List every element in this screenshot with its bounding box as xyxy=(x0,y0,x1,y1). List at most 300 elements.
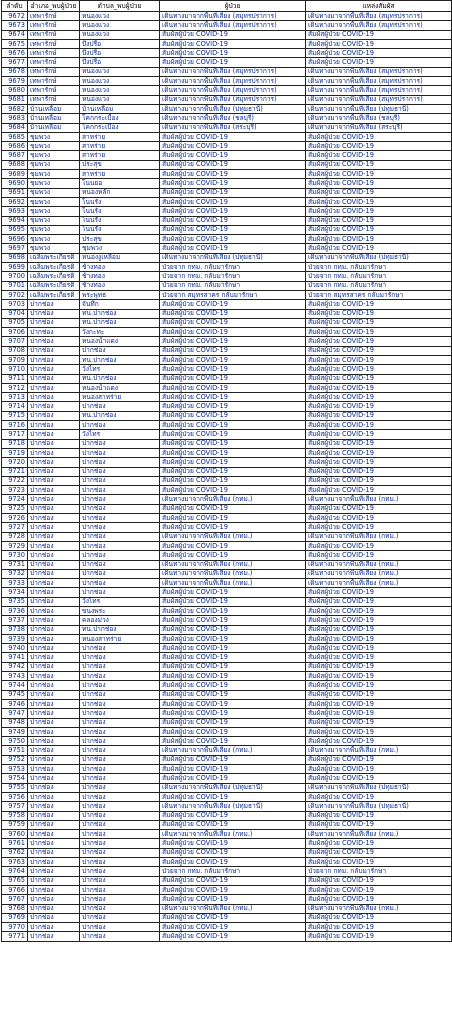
cell-number: 9706 xyxy=(2,328,28,337)
cell-subdistrict: ปากช่อง xyxy=(80,867,160,876)
cell-number: 9691 xyxy=(2,188,28,197)
cell-number: 9735 xyxy=(2,597,28,606)
cell-number: 9697 xyxy=(2,244,28,253)
cell-exposure-source: สัมผัสผู้ป่วย COVID-19 xyxy=(306,913,452,922)
cell-exposure-source: สัมผัสผู้ป่วย COVID-19 xyxy=(306,699,452,708)
cell-patient: เดินทางมาจากพื้นที่เสี่ยง (กทม.) xyxy=(160,830,306,839)
cell-exposure-source: เดินทางมาจากพื้นที่เสี่ยง (สมุทรปราการ) xyxy=(306,21,452,30)
cell-subdistrict: ปากช่อง xyxy=(80,439,160,448)
cell-number: 9742 xyxy=(2,662,28,671)
cell-patient: สัมผัสผู้ป่วย COVID-19 xyxy=(160,895,306,904)
cell-number: 9674 xyxy=(2,30,28,39)
cell-exposure-source: สัมผัสผู้ป่วย COVID-19 xyxy=(306,709,452,718)
cell-exposure-source: สัมผัสผู้ป่วย COVID-19 xyxy=(306,662,452,671)
table-row xyxy=(2,746,452,755)
cell-number: 9765 xyxy=(2,876,28,885)
cell-district: ปากช่อง xyxy=(28,625,80,634)
cell-patient: สัมผัสผู้ป่วย COVID-19 xyxy=(160,634,306,643)
cell-patient: สัมผัสผู้ป่วย COVID-19 xyxy=(160,932,306,941)
cell-district: ปากช่อง xyxy=(28,718,80,727)
cell-number: 9737 xyxy=(2,616,28,625)
table-row xyxy=(2,374,452,383)
cell-number: 9705 xyxy=(2,318,28,327)
cell-patient: เดินทางมาจากพื้นที่เสี่ยง (สมุทรปราการ) xyxy=(160,12,306,21)
cell-subdistrict: หนองหลัก xyxy=(80,188,160,197)
table-row xyxy=(2,476,452,485)
table-row xyxy=(2,104,452,113)
cell-district: ปากช่อง xyxy=(28,551,80,560)
table-row xyxy=(2,402,452,411)
cell-subdistrict: ปากช่อง xyxy=(80,709,160,718)
cell-number: 9684 xyxy=(2,123,28,132)
table-row xyxy=(2,783,452,792)
cell-subdistrict: ปากช่อง xyxy=(80,541,160,550)
table-row xyxy=(2,309,452,318)
table-row xyxy=(2,132,452,141)
cell-patient: สัมผัสผู้ป่วย COVID-19 xyxy=(160,411,306,420)
table-row xyxy=(2,421,452,430)
cell-subdistrict: ประสุข xyxy=(80,160,160,169)
table-row xyxy=(2,486,452,495)
cell-number: 9704 xyxy=(2,309,28,318)
cell-patient: ป่วยจาก สมุทรสาคร กลับมารักษา xyxy=(160,290,306,299)
cell-subdistrict: ทน.ปากช่อง xyxy=(80,355,160,364)
cell-exposure-source: สัมผัสผู้ป่วย COVID-19 xyxy=(306,300,452,309)
table-row xyxy=(2,216,452,225)
cell-district: ปากช่อง xyxy=(28,839,80,848)
cell-exposure-source: สัมผัสผู้ป่วย COVID-19 xyxy=(306,476,452,485)
cell-district: ปากช่อง xyxy=(28,867,80,876)
cell-subdistrict: สาหร่าย xyxy=(80,151,160,160)
cell-patient: สัมผัสผู้ป่วย COVID-19 xyxy=(160,876,306,885)
cell-number: 9672 xyxy=(2,12,28,21)
case-table xyxy=(1,0,452,942)
cell-subdistrict: ปากช่อง xyxy=(80,699,160,708)
cell-exposure-source: สัมผัสผู้ป่วย COVID-19 xyxy=(306,541,452,550)
cell-number: 9698 xyxy=(2,253,28,262)
cell-district: เฉลิมพระเกียรติ xyxy=(28,272,80,281)
cell-exposure-source: สัมผัสผู้ป่วย COVID-19 xyxy=(306,393,452,402)
cell-patient: สัมผัสผู้ป่วย COVID-19 xyxy=(160,393,306,402)
cell-subdistrict: ปากช่อง xyxy=(80,346,160,355)
cell-subdistrict: โนนรัง xyxy=(80,197,160,206)
cell-patient: สัมผัสผู้ป่วย COVID-19 xyxy=(160,39,306,48)
table-row xyxy=(2,858,452,867)
cell-subdistrict: ปากช่อง xyxy=(80,727,160,736)
cell-district: เทพารักษ์ xyxy=(28,21,80,30)
table-row xyxy=(2,709,452,718)
cell-district: ปากช่อง xyxy=(28,755,80,764)
cell-subdistrict: หนองแวง xyxy=(80,12,160,21)
cell-subdistrict: ปากช่อง xyxy=(80,792,160,801)
cell-district: ชุมพวง xyxy=(28,179,80,188)
cell-subdistrict: ทน.ปากช่อง xyxy=(80,309,160,318)
cell-number: 9761 xyxy=(2,839,28,848)
cell-number: 9760 xyxy=(2,830,28,839)
cell-exposure-source: เดินทางมาจากพื้นที่เสี่ยง (กทม.) xyxy=(306,904,452,913)
cell-number: 9690 xyxy=(2,179,28,188)
cell-exposure-source: สัมผัสผู้ป่วย COVID-19 xyxy=(306,551,452,560)
cell-subdistrict: วังกะทะ xyxy=(80,328,160,337)
cell-subdistrict: ปากช่อง xyxy=(80,421,160,430)
cell-subdistrict: หนองน้ำแดง xyxy=(80,337,160,346)
cell-subdistrict: โคกกระเบื้อง xyxy=(80,114,160,123)
cell-subdistrict: คลองม่วง xyxy=(80,616,160,625)
cell-exposure-source: สัมผัสผู้ป่วย COVID-19 xyxy=(306,634,452,643)
cell-subdistrict: ปากช่อง xyxy=(80,514,160,523)
cell-patient: สัมผัสผู้ป่วย COVID-19 xyxy=(160,765,306,774)
cell-district: ปากช่อง xyxy=(28,383,80,392)
cell-exposure-source: เดินทางมาจากพื้นที่เสี่ยง (ปทุมธานี) xyxy=(306,783,452,792)
cell-subdistrict: ปากช่อง xyxy=(80,774,160,783)
cell-subdistrict: บ้านเหลื่อม xyxy=(80,104,160,113)
cell-number: 9708 xyxy=(2,346,28,355)
cell-subdistrict: ช้างทอง xyxy=(80,263,160,272)
cell-district: เทพารักษ์ xyxy=(28,95,80,104)
cell-exposure-source: สัมผัสผู้ป่วย COVID-19 xyxy=(306,337,452,346)
cell-subdistrict: หนองแวง xyxy=(80,77,160,86)
cell-exposure-source: เดินทางมาจากพื้นที่เสี่ยง (กทม.) xyxy=(306,532,452,541)
cell-exposure-source: สัมผัสผู้ป่วย COVID-19 xyxy=(306,197,452,206)
table-row xyxy=(2,114,452,123)
cell-exposure-source: สัมผัสผู้ป่วย COVID-19 xyxy=(306,774,452,783)
table-row xyxy=(2,718,452,727)
cell-district: ปากช่อง xyxy=(28,300,80,309)
cell-patient: เดินทางมาจากพื้นที่เสี่ยง (ชลบุรี) xyxy=(160,114,306,123)
cell-district: ชุมพวง xyxy=(28,216,80,225)
cell-district: ปากช่อง xyxy=(28,783,80,792)
cell-subdistrict: หนองแวง xyxy=(80,86,160,95)
cell-patient: สัมผัสผู้ป่วย COVID-19 xyxy=(160,337,306,346)
cell-patient: สัมผัสผู้ป่วย COVID-19 xyxy=(160,737,306,746)
cell-subdistrict: ปากช่อง xyxy=(80,551,160,560)
table-row xyxy=(2,272,452,281)
cell-number: 9711 xyxy=(2,374,28,383)
table-row xyxy=(2,876,452,885)
cell-district: ชุมพวง xyxy=(28,235,80,244)
cell-patient: สัมผัสผู้ป่วย COVID-19 xyxy=(160,430,306,439)
cell-subdistrict: ปากช่อง xyxy=(80,560,160,569)
cell-exposure-source: เดินทางมาจากพื้นที่เสี่ยง (กทม.) xyxy=(306,560,452,569)
cell-number: 9727 xyxy=(2,523,28,532)
cell-subdistrict: ปากช่อง xyxy=(80,569,160,578)
cell-number: 9693 xyxy=(2,207,28,216)
cell-number: 9752 xyxy=(2,755,28,764)
cell-number: 9740 xyxy=(2,644,28,653)
cell-subdistrict: โนนยอ xyxy=(80,179,160,188)
cell-number: 9726 xyxy=(2,514,28,523)
cell-subdistrict: ปากช่อง xyxy=(80,802,160,811)
table-row xyxy=(2,792,452,801)
cell-subdistrict: หนองสาหร่าย xyxy=(80,393,160,402)
cell-exposure-source: สัมผัสผู้ป่วย COVID-19 xyxy=(306,318,452,327)
table-row xyxy=(2,848,452,857)
cell-number: 9714 xyxy=(2,402,28,411)
table-row xyxy=(2,737,452,746)
cell-number: 9687 xyxy=(2,151,28,160)
cell-patient: เดินทางมาจากพื้นที่เสี่ยง (ปทุมธานี) xyxy=(160,253,306,262)
cell-exposure-source: สัมผัสผู้ป่วย COVID-19 xyxy=(306,448,452,457)
cell-number: 9749 xyxy=(2,727,28,736)
cell-patient: สัมผัสผู้ป่วย COVID-19 xyxy=(160,328,306,337)
cell-patient: สัมผัสผู้ป่วย COVID-19 xyxy=(160,374,306,383)
cell-district: ปากช่อง xyxy=(28,830,80,839)
cell-district: ปากช่อง xyxy=(28,458,80,467)
cell-patient: สัมผัสผู้ป่วย COVID-19 xyxy=(160,588,306,597)
cell-exposure-source: สัมผัสผู้ป่วย COVID-19 xyxy=(306,328,452,337)
cell-exposure-source: สัมผัสผู้ป่วย COVID-19 xyxy=(306,439,452,448)
cell-subdistrict: ปากช่อง xyxy=(80,755,160,764)
table-row xyxy=(2,458,452,467)
table-row xyxy=(2,541,452,550)
cell-district: ปากช่อง xyxy=(28,690,80,699)
header-row xyxy=(2,1,452,12)
cell-exposure-source: เดินทางมาจากพื้นที่เสี่ยง (กทม.) xyxy=(306,830,452,839)
cell-exposure-source: สัมผัสผู้ป่วย COVID-19 xyxy=(306,58,452,67)
table-row xyxy=(2,551,452,560)
cell-patient: สัมผัสผู้ป่วย COVID-19 xyxy=(160,355,306,364)
cell-number: 9719 xyxy=(2,448,28,457)
cell-patient: สัมผัสผู้ป่วย COVID-19 xyxy=(160,383,306,392)
cell-exposure-source: เดินทางมาจากพื้นที่เสี่ยง (สมุทรปราการ) xyxy=(306,86,452,95)
cell-district: ปากช่อง xyxy=(28,355,80,364)
table-row xyxy=(2,765,452,774)
table-row xyxy=(2,811,452,820)
table-row xyxy=(2,300,452,309)
cell-subdistrict: ปากช่อง xyxy=(80,681,160,690)
table-row xyxy=(2,328,452,337)
cell-subdistrict: วังไทร xyxy=(80,365,160,374)
cell-exposure-source: สัมผัสผู้ป่วย COVID-19 xyxy=(306,170,452,179)
cell-patient: สัมผัสผู้ป่วย COVID-19 xyxy=(160,597,306,606)
cell-exposure-source: สัมผัสผู้ป่วย COVID-19 xyxy=(306,151,452,160)
cell-patient: สัมผัสผู้ป่วย COVID-19 xyxy=(160,346,306,355)
cell-subdistrict: สาหร่าย xyxy=(80,142,160,151)
cell-exposure-source: ป่วยจาก กทม. กลับมารักษา xyxy=(306,272,452,281)
table-row xyxy=(2,49,452,58)
table-row xyxy=(2,904,452,913)
cell-district: ปากช่อง xyxy=(28,411,80,420)
cell-patient: สัมผัสผู้ป่วย COVID-19 xyxy=(160,30,306,39)
cell-exposure-source: สัมผัสผู้ป่วย COVID-19 xyxy=(306,421,452,430)
table-row xyxy=(2,774,452,783)
cell-district: ปากช่อง xyxy=(28,430,80,439)
cell-patient: ป่วยจาก กทม. กลับมารักษา xyxy=(160,263,306,272)
cell-exposure-source: สัมผัสผู้ป่วย COVID-19 xyxy=(306,644,452,653)
cell-district: เทพารักษ์ xyxy=(28,58,80,67)
cell-number: 9754 xyxy=(2,774,28,783)
table-row xyxy=(2,653,452,662)
cell-subdistrict: ปากช่อง xyxy=(80,504,160,513)
cell-subdistrict: ปากช่อง xyxy=(80,718,160,727)
cell-number: 9680 xyxy=(2,86,28,95)
cell-district: ปากช่อง xyxy=(28,895,80,904)
cell-district: ชุมพวง xyxy=(28,151,80,160)
cell-number: 9762 xyxy=(2,848,28,857)
table-row xyxy=(2,560,452,569)
table-body xyxy=(2,12,452,942)
cell-subdistrict: ปากช่อง xyxy=(80,644,160,653)
cell-patient: เดินทางมาจากพื้นที่เสี่ยง (ปทุมธานี) xyxy=(160,104,306,113)
cell-exposure-source: สัมผัสผู้ป่วย COVID-19 xyxy=(306,597,452,606)
cell-exposure-source: เดินทางมาจากพื้นที่เสี่ยง (ชลบุรี) xyxy=(306,114,452,123)
cell-patient: สัมผัสผู้ป่วย COVID-19 xyxy=(160,309,306,318)
cell-number: 9750 xyxy=(2,737,28,746)
cell-patient: สัมผัสผู้ป่วย COVID-19 xyxy=(160,718,306,727)
cell-patient: สัมผัสผู้ป่วย COVID-19 xyxy=(160,913,306,922)
cell-number: 9724 xyxy=(2,495,28,504)
cell-subdistrict: ปากช่อง xyxy=(80,923,160,932)
table-row xyxy=(2,383,452,392)
cell-district: เฉลิมพระเกียรติ xyxy=(28,290,80,299)
cell-subdistrict: สาหร่าย xyxy=(80,132,160,141)
cell-subdistrict: หนองงูเหลือม xyxy=(80,253,160,262)
table-row xyxy=(2,569,452,578)
cell-exposure-source: สัมผัสผู้ป่วย COVID-19 xyxy=(306,625,452,634)
cell-subdistrict: ปากช่อง xyxy=(80,588,160,597)
cell-exposure-source: ป่วยจาก กทม. กลับมารักษา xyxy=(306,263,452,272)
cell-district: บ้านเหลื่อม xyxy=(28,104,80,113)
table-row xyxy=(2,839,452,848)
cell-patient: สัมผัสผู้ป่วย COVID-19 xyxy=(160,225,306,234)
table-row xyxy=(2,12,452,21)
cell-number: 9676 xyxy=(2,49,28,58)
cell-patient: สัมผัสผู้ป่วย COVID-19 xyxy=(160,699,306,708)
cell-subdistrict: โคกกระเบื้อง xyxy=(80,123,160,132)
cell-district: ปากช่อง xyxy=(28,746,80,755)
cell-subdistrict: ปากช่อง xyxy=(80,932,160,941)
cell-number: 9694 xyxy=(2,216,28,225)
cell-patient: เดินทางมาจากพื้นที่เสี่ยง (ปทุมธานี) xyxy=(160,783,306,792)
cell-district: เทพารักษ์ xyxy=(28,77,80,86)
cell-district: ปากช่อง xyxy=(28,476,80,485)
cell-district: เทพารักษ์ xyxy=(28,67,80,76)
cell-number: 9673 xyxy=(2,21,28,30)
cell-exposure-source: สัมผัสผู้ป่วย COVID-19 xyxy=(306,737,452,746)
table-row xyxy=(2,923,452,932)
cell-subdistrict: หนองแวง xyxy=(80,21,160,30)
cell-exposure-source: สัมผัสผู้ป่วย COVID-19 xyxy=(306,876,452,885)
cell-exposure-source: สัมผัสผู้ป่วย COVID-19 xyxy=(306,923,452,932)
cell-district: ปากช่อง xyxy=(28,802,80,811)
table-row xyxy=(2,467,452,476)
cell-patient: สัมผัสผู้ป่วย COVID-19 xyxy=(160,142,306,151)
cell-district: ปากช่อง xyxy=(28,365,80,374)
cell-district: ปากช่อง xyxy=(28,402,80,411)
cell-number: 9768 xyxy=(2,904,28,913)
cell-subdistrict: ปากช่อง xyxy=(80,858,160,867)
table-row xyxy=(2,244,452,253)
cell-number: 9721 xyxy=(2,467,28,476)
cell-patient: สัมผัสผู้ป่วย COVID-19 xyxy=(160,300,306,309)
cell-number: 9736 xyxy=(2,607,28,616)
cell-patient: ป่วยจาก กทม. กลับมารักษา xyxy=(160,281,306,290)
cell-number: 9764 xyxy=(2,867,28,876)
table-row xyxy=(2,634,452,643)
cell-patient: สัมผัสผู้ป่วย COVID-19 xyxy=(160,207,306,216)
cell-district: ปากช่อง xyxy=(28,904,80,913)
table-row xyxy=(2,662,452,671)
cell-number: 9733 xyxy=(2,579,28,588)
table-row xyxy=(2,393,452,402)
cell-subdistrict: ปากช่อง xyxy=(80,783,160,792)
cell-number: 9748 xyxy=(2,718,28,727)
cell-district: ชุมพวง xyxy=(28,142,80,151)
cell-patient: สัมผัสผู้ป่วย COVID-19 xyxy=(160,644,306,653)
cell-exposure-source: เดินทางมาจากพื้นที่เสี่ยง (กทม.) xyxy=(306,746,452,755)
table-row xyxy=(2,67,452,76)
cell-patient: สัมผัสผู้ป่วย COVID-19 xyxy=(160,551,306,560)
cell-exposure-source: เดินทางมาจากพื้นที่เสี่ยง (ปทุมธานี) xyxy=(306,253,452,262)
table-row xyxy=(2,820,452,829)
cell-district: ปากช่อง xyxy=(28,672,80,681)
cell-patient: สัมผัสผู้ป่วย COVID-19 xyxy=(160,458,306,467)
cell-number: 9734 xyxy=(2,588,28,597)
cell-subdistrict: ปากช่อง xyxy=(80,839,160,848)
cell-number: 9686 xyxy=(2,142,28,151)
cell-exposure-source: เดินทางมาจากพื้นที่เสี่ยง (สมุทรปราการ) xyxy=(306,67,452,76)
cell-district: ปากช่อง xyxy=(28,579,80,588)
cell-number: 9753 xyxy=(2,765,28,774)
cell-patient: สัมผัสผู้ป่วย COVID-19 xyxy=(160,653,306,662)
cell-subdistrict: ปากช่อง xyxy=(80,402,160,411)
cell-exposure-source: สัมผัสผู้ป่วย COVID-19 xyxy=(306,244,452,253)
cell-number: 9745 xyxy=(2,690,28,699)
table-row xyxy=(2,616,452,625)
cell-subdistrict: บึงปรือ xyxy=(80,58,160,67)
cell-exposure-source: สัมผัสผู้ป่วย COVID-19 xyxy=(306,411,452,420)
cell-patient: สัมผัสผู้ป่วย COVID-19 xyxy=(160,151,306,160)
cell-subdistrict: ปากช่อง xyxy=(80,532,160,541)
cell-exposure-source: สัมผัสผู้ป่วย COVID-19 xyxy=(306,430,452,439)
table-row xyxy=(2,932,452,941)
cell-exposure-source: สัมผัสผู้ป่วย COVID-19 xyxy=(306,30,452,39)
cell-number: 9709 xyxy=(2,355,28,364)
cell-number: 9678 xyxy=(2,67,28,76)
table-row xyxy=(2,439,452,448)
cell-patient: สัมผัสผู้ป่วย COVID-19 xyxy=(160,885,306,894)
cell-district: ปากช่อง xyxy=(28,607,80,616)
cell-number: 9710 xyxy=(2,365,28,374)
table-row xyxy=(2,504,452,513)
cell-district: เทพารักษ์ xyxy=(28,30,80,39)
cell-exposure-source: สัมผัสผู้ป่วย COVID-19 xyxy=(306,839,452,848)
cell-number: 9732 xyxy=(2,569,28,578)
cell-patient: สัมผัสผู้ป่วย COVID-19 xyxy=(160,448,306,457)
cell-number: 9712 xyxy=(2,383,28,392)
table-row xyxy=(2,58,452,67)
cell-patient: เดินทางมาจากพื้นที่เสี่ยง (ปทุมธานี) xyxy=(160,802,306,811)
cell-district: ปากช่อง xyxy=(28,653,80,662)
cell-number: 9741 xyxy=(2,653,28,662)
table-row xyxy=(2,755,452,764)
cell-subdistrict: โนนรัง xyxy=(80,207,160,216)
cell-exposure-source: สัมผัสผู้ป่วย COVID-19 xyxy=(306,811,452,820)
cell-exposure-source: สัมผัสผู้ป่วย COVID-19 xyxy=(306,820,452,829)
table-row xyxy=(2,448,452,457)
cell-patient: เดินทางมาจากพื้นที่เสี่ยง (กทม.) xyxy=(160,495,306,504)
cell-exposure-source: สัมผัสผู้ป่วย COVID-19 xyxy=(306,207,452,216)
cell-district: ปากช่อง xyxy=(28,421,80,430)
cell-exposure-source: สัมผัสผู้ป่วย COVID-19 xyxy=(306,374,452,383)
cell-exposure-source: เดินทางมาจากพื้นที่เสี่ยง (กทม.) xyxy=(306,569,452,578)
cell-district: เฉลิมพระเกียรติ xyxy=(28,253,80,262)
cell-patient: เดินทางมาจากพื้นที่เสี่ยง (กทม.) xyxy=(160,569,306,578)
cell-patient: สัมผัสผู้ป่วย COVID-19 xyxy=(160,467,306,476)
cell-patient: เดินทางมาจากพื้นที่เสี่ยง (กทม.) xyxy=(160,532,306,541)
cell-district: ปากช่อง xyxy=(28,448,80,457)
cell-patient: สัมผัสผู้ป่วย COVID-19 xyxy=(160,486,306,495)
